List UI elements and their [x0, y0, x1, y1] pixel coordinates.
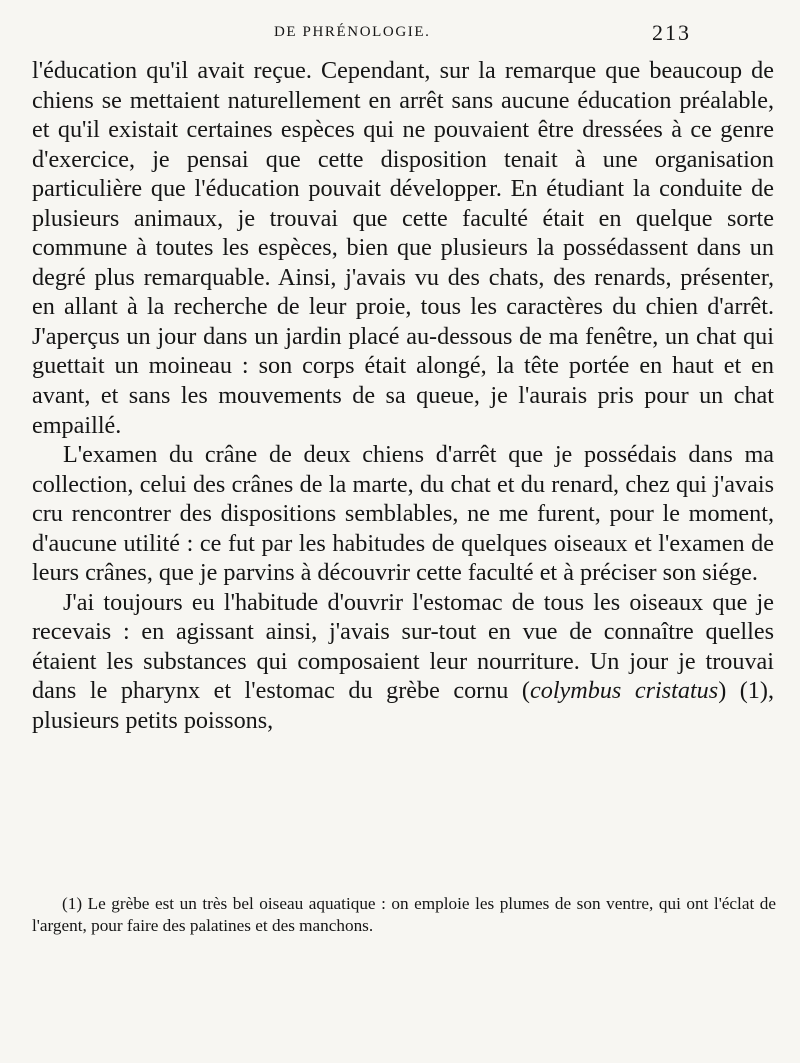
running-title: DE PHRÉNOLOGIE. — [274, 24, 431, 40]
paragraph-3 — [32, 588, 774, 736]
paragraph-3-text-start: J'ai toujours eu l'habitude d'ouvrir l'estomac de tous les oiseaux que je recevais : en agissant ainsi, j'avais sur-tout en vue de connaître quelles étaient les substances qui composaient leur nourriture. Un jour je trouvai dans le pharynx et l'estomac du grèbe cornu ( — [32, 588, 774, 705]
page-number: 213 — [652, 20, 691, 45]
paragraph-3-text-end: ) (1), plusieurs petits poissons, — [32, 677, 775, 735]
species-name-italic: colymbus cristatus — [529, 677, 719, 705]
paragraph-1-text: l'éducation qu'il avait reçue. Cependant, sur la remarque que beaucoup de chiens se mettaient naturellement en arrêt sans aucune éducation préalable, et qu'il existait certaines espèces qui ne pouvaient être dressées à ce genre d'exercice, je pensai que cette disposition tenait à une organisation particulière que l'éducation pouvait développer. En étudiant la conduite de plusieurs animaux, je trouvai que cette faculté était en quelque sorte commune à toutes les espèces, bien que plusieurs la possédassent dans un degré plus remarquable. Ainsi, j'avais vu des chats, des renards, présenter, en allant à la recherche de leur proie, tous les caractères du chien d'arrêt. J'aperçus un jour dans un jardin placé au-dessous de ma fenêtre, un chat qui guettait un moineau : son corps était alongé, la tête portée en haut et en avant, et sans les mouvements de sa queue, je l'aurais pris pour un chat empaillé. — [32, 57, 774, 439]
footnote — [32, 893, 776, 937]
paragraph-2 — [32, 440, 774, 588]
body-text — [32, 56, 774, 736]
footnote-text: (1) Le grèbe est un très bel oiseau aquatique : on emploie les plumes de son ventre, qui ont l'éclat de l'argent, pour faire des palatines et des manchons. — [32, 894, 776, 935]
paragraph-1 — [32, 56, 774, 440]
running-head — [0, 20, 800, 48]
paragraph-2-text: L'examen du crâne de deux chiens d'arrêt que je possédais dans ma collection, celui des crânes de la marte, du chat et du renard, chez qui j'avais cru rencontrer des dispositions semblables, ne me furent, pour le moment, d'aucune utilité : ce fut par les habitudes de quelques oiseaux et l'examen de leurs crânes, que je parvins à découvrir cette faculté et à préciser son siége. — [32, 441, 774, 587]
